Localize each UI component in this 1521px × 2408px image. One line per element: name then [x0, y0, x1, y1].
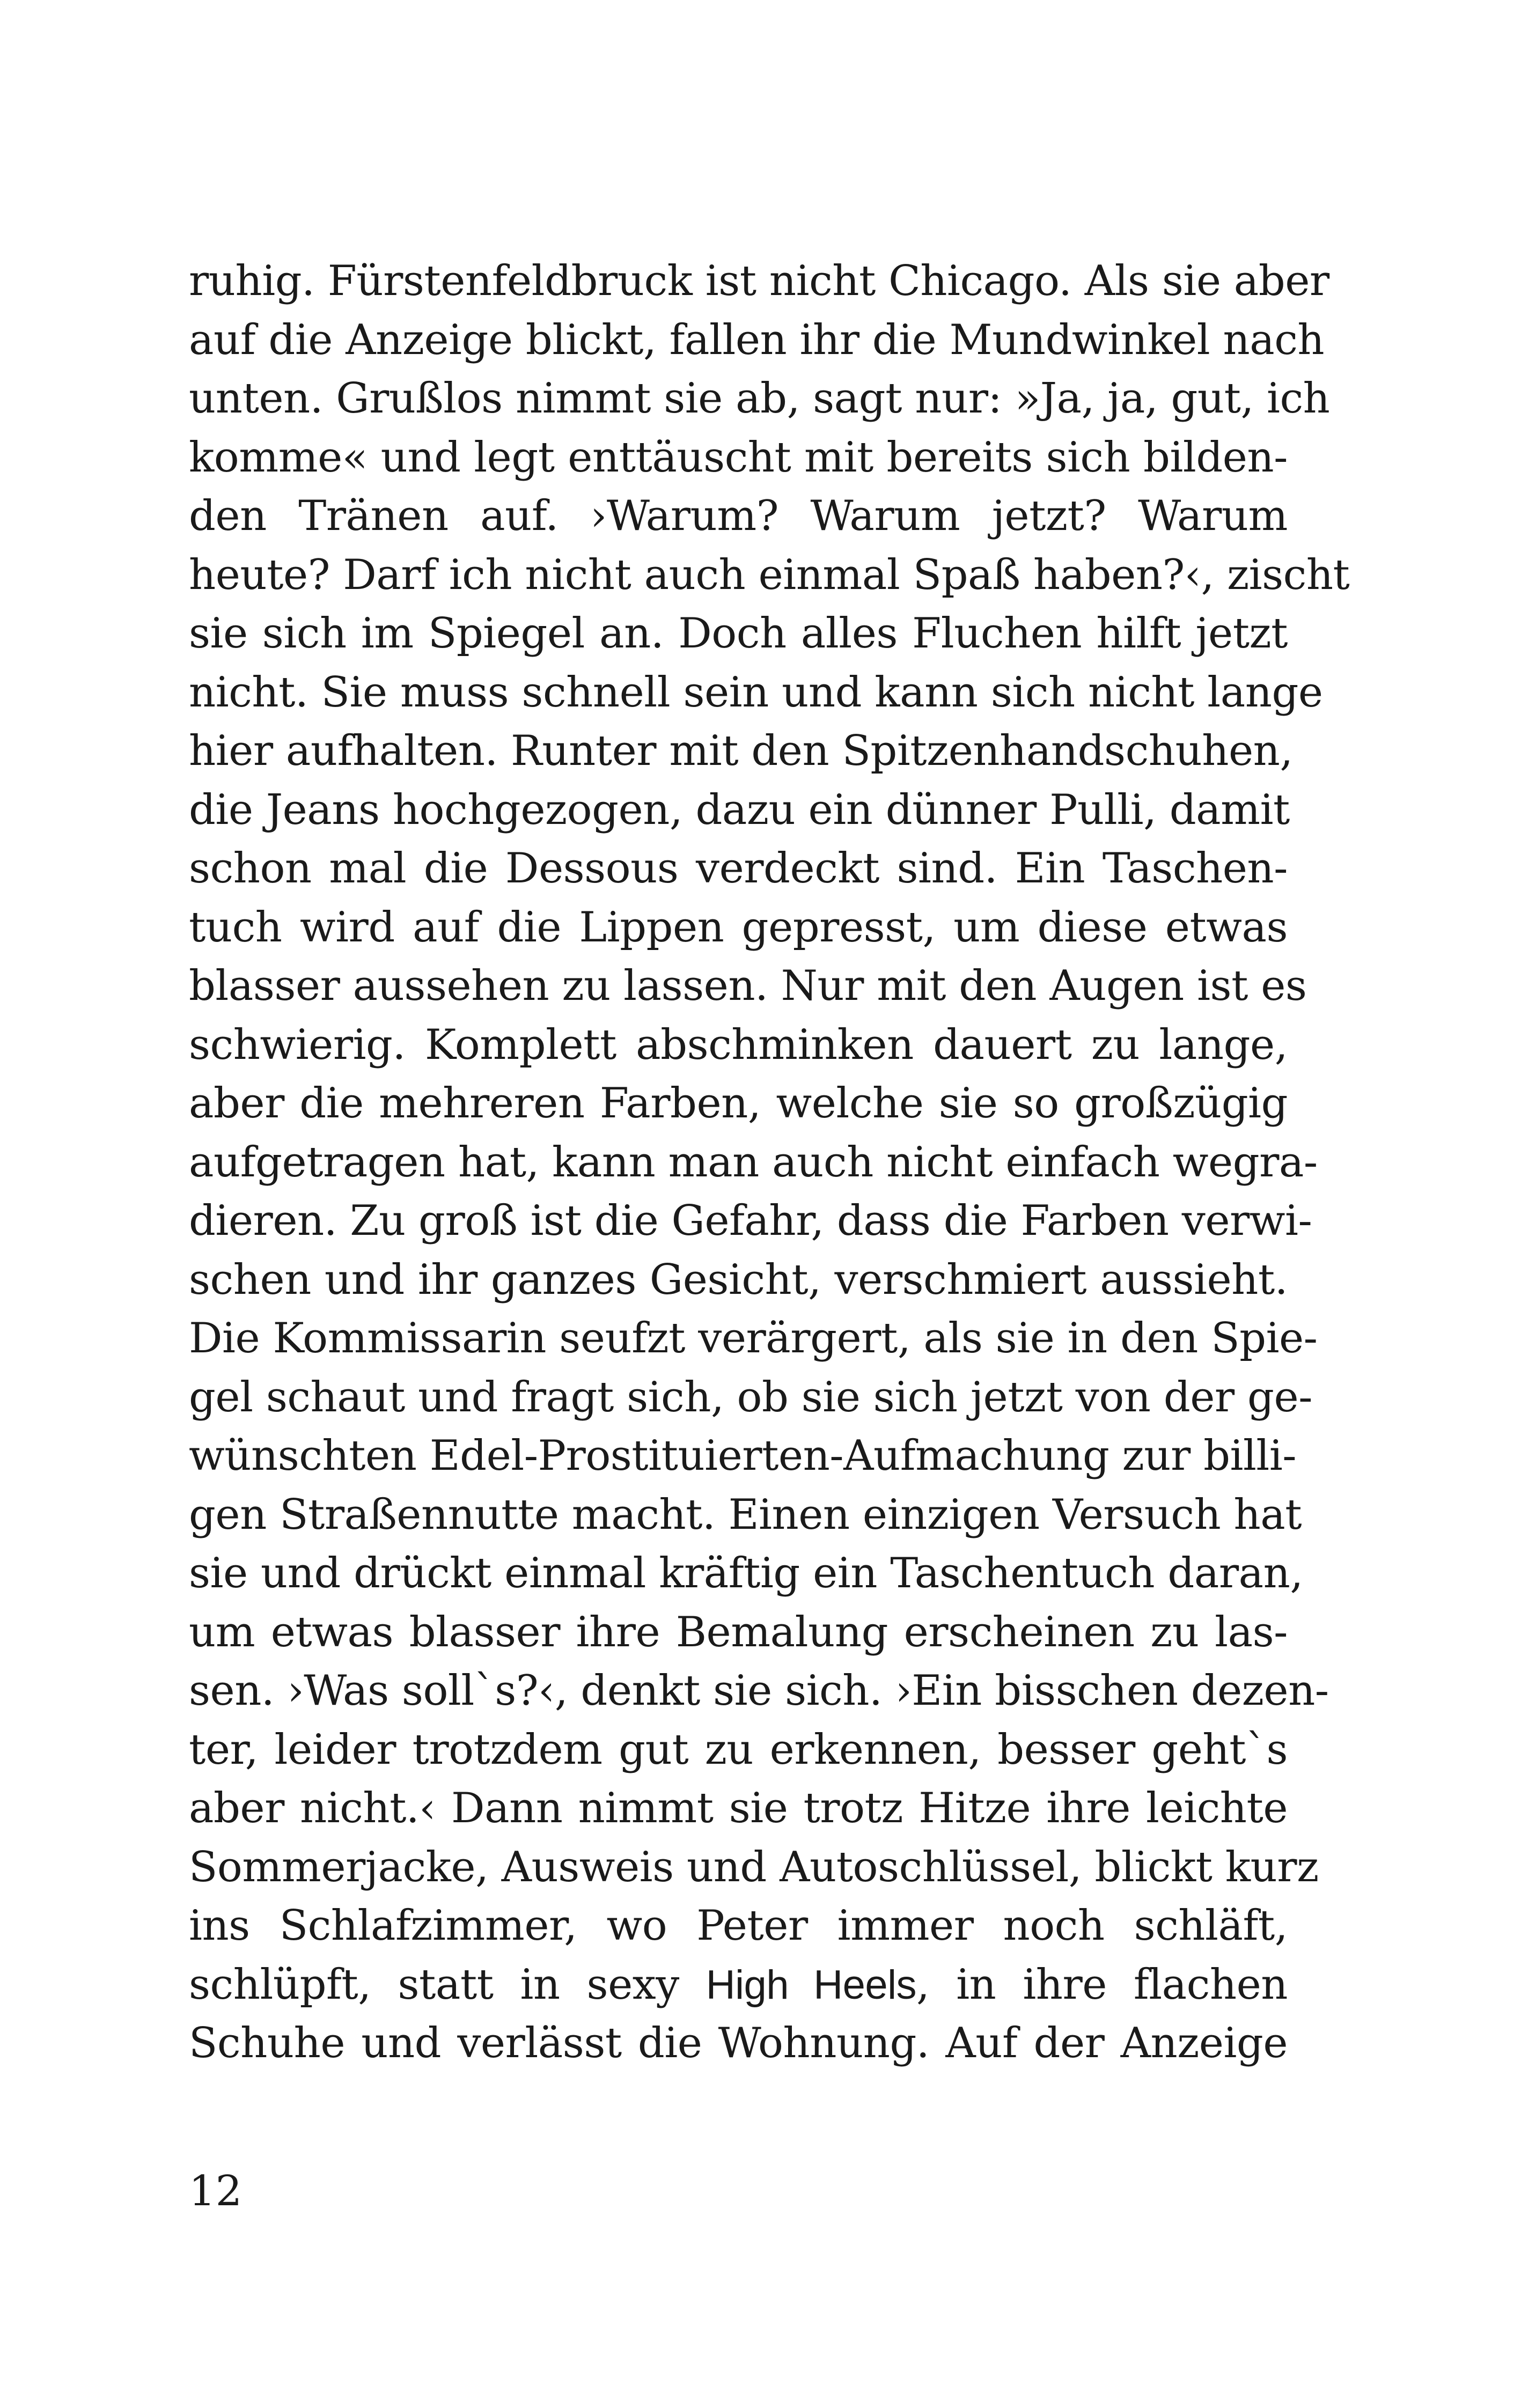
text-line-mixed-font	[189, 1956, 1288, 2015]
text-line: schwierig. Komplett abschminken dauert zu lange,	[189, 1020, 1288, 1069]
text-line: aber nicht.‹ Dann nimmt sie trotz Hitze ihre leichte	[189, 1784, 1288, 1832]
body-text	[189, 252, 1350, 2073]
text-line: heute? Darf ich nicht auch einmal Spaß haben?‹, zischt	[189, 550, 1350, 599]
text-segment: , in ihre flachen	[916, 1960, 1288, 2009]
text-line: sen. ›Was soll`s?‹, denkt sie sich. ›Ein bisschen dezen-	[189, 1667, 1329, 1715]
text-line: blasser aussehen zu lassen. Nur mit den Augen ist es	[189, 962, 1307, 1010]
text-line: aufgetragen hat, kann man auch nicht einfach wegra-	[189, 1138, 1318, 1187]
text-line: sie sich im Spiegel an. Doch alles Fluchen hilft jetzt	[189, 609, 1288, 658]
text-line: hier aufhalten. Runter mit den Spitzenhandschuhen,	[189, 727, 1293, 775]
text-line: schon mal die Dessous verdeckt sind. Ein Taschen-	[189, 844, 1288, 893]
text-line: aber die mehreren Farben, welche sie so großzügig	[189, 1079, 1288, 1128]
text-line: sie und drückt einmal kräftig ein Taschentuch daran,	[189, 1549, 1303, 1597]
text-line: tuch wird auf die Lippen gepresst, um diese etwas	[189, 903, 1288, 952]
text-line: auf die Anzeige blickt, fallen ihr die Mundwinkel nach	[189, 315, 1325, 364]
text-line: Sommerjacke, Ausweis und Autoschlüssel, blickt kurz	[189, 1843, 1319, 1891]
text-line: unten. Grußlos nimmt sie ab, sagt nur: »Ja, ja, gut, ich	[189, 374, 1330, 423]
text-line: gel schaut und fragt sich, ob sie sich jetzt von der ge-	[189, 1373, 1312, 1422]
text-line: Schuhe und verlässt die Wohnung. Auf der Anzeige	[189, 2019, 1288, 2067]
text-line: wünschten Edel-Prostituierten-Aufmachung zur billi-	[189, 1432, 1297, 1480]
sans-serif-phrase: High Heels	[706, 1962, 917, 2008]
text-line: den Tränen auf. ›Warum? Warum jetzt? Warum	[189, 492, 1288, 540]
text-line: die Jeans hochgezogen, dazu ein dünner Pulli, damit	[189, 785, 1290, 834]
page-number: 12	[189, 2167, 243, 2215]
text-line: ins Schlafzimmer, wo Peter immer noch schläft,	[189, 1902, 1288, 1950]
text-line: um etwas blasser ihre Bemalung erscheinen zu las-	[189, 1608, 1288, 1656]
text-line: Die Kommissarin seufzt verärgert, als sie in den Spie-	[189, 1314, 1318, 1363]
text-segment: schlüpft, statt in sexy	[189, 1960, 706, 2009]
text-line: nicht. Sie muss schnell sein und kann sich nicht lange	[189, 668, 1323, 717]
text-line: dieren. Zu groß ist die Gefahr, dass die Farben verwi-	[189, 1197, 1312, 1245]
text-line: ter, leider trotzdem gut zu erkennen, besser geht`s	[189, 1725, 1288, 1774]
text-line: komme« und legt enttäuscht mit bereits sich bilden-	[189, 433, 1288, 482]
text-line: schen und ihr ganzes Gesicht, verschmiert aussieht.	[189, 1255, 1288, 1304]
text-line: ruhig. Fürstenfeldbruck ist nicht Chicago. Als sie aber	[189, 257, 1329, 305]
text-line: gen Straßennutte macht. Einen einzigen Versuch hat	[189, 1490, 1302, 1539]
